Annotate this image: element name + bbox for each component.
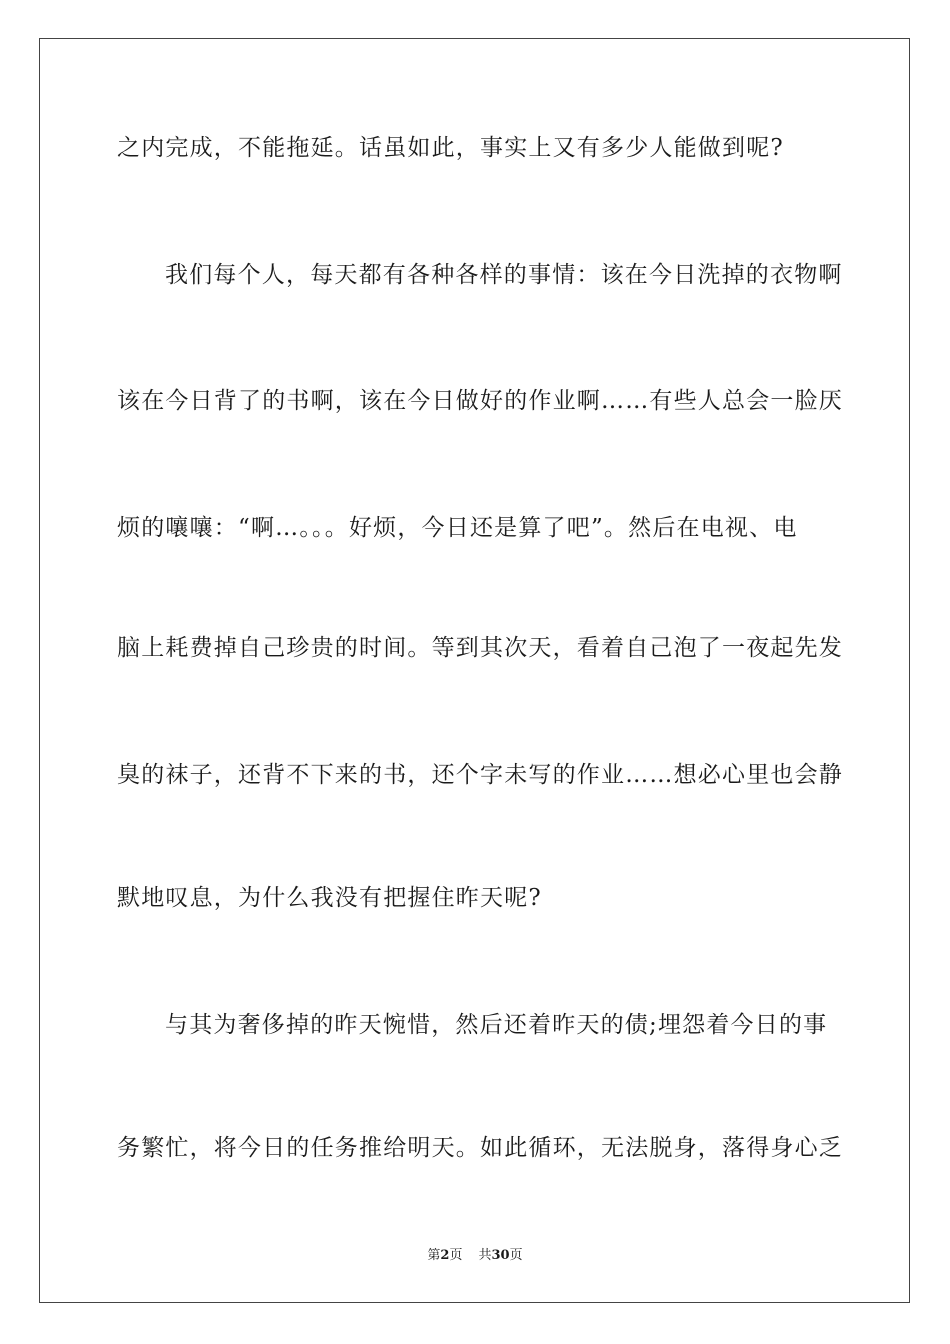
paragraph-start-line: 我们每个人，每天都有各种各样的事情：该在今日洗掉的衣物啊 [165,262,843,288]
text-line: 臭的袜子，还背不下来的书，还个字未写的作业……想必心里也会静 [117,762,843,788]
text-line: 烦的嚷嚷：“啊…。。。好烦，今日还是算了吧”。然后在电视、电 [117,515,798,541]
total-pages: 30 [491,1248,510,1263]
page-number: 2 [440,1248,450,1263]
text-line: 之内完成，不能拖延。话虽如此，事实上又有多少人能做到呢? [117,135,784,161]
page-label-suffix: 页 [449,1248,463,1263]
text-line: 务繁忙，将今日的任务推给明天。如此循环，无法脱身，落得身心乏 [117,1135,843,1161]
text-line: 脑上耗费掉自己珍贵的时间。等到其次天，看着自己泡了一夜起先发 [117,635,843,661]
paragraph-start-line: 与其为奢侈掉的昨天惋惜，然后还着昨天的债;埋怨着今日的事 [165,1012,828,1038]
total-label-suffix: 页 [509,1248,523,1263]
page-label-prefix: 第 [427,1248,441,1263]
total-label-prefix: 共 [478,1248,492,1263]
page-footer [0,1247,950,1265]
text-line: 该在今日背了的书啊，该在今日做好的作业啊……有些人总会一脸厌 [117,388,843,414]
page-border [39,38,910,1303]
text-line: 默地叹息，为什么我没有把握住昨天呢? [117,885,542,911]
